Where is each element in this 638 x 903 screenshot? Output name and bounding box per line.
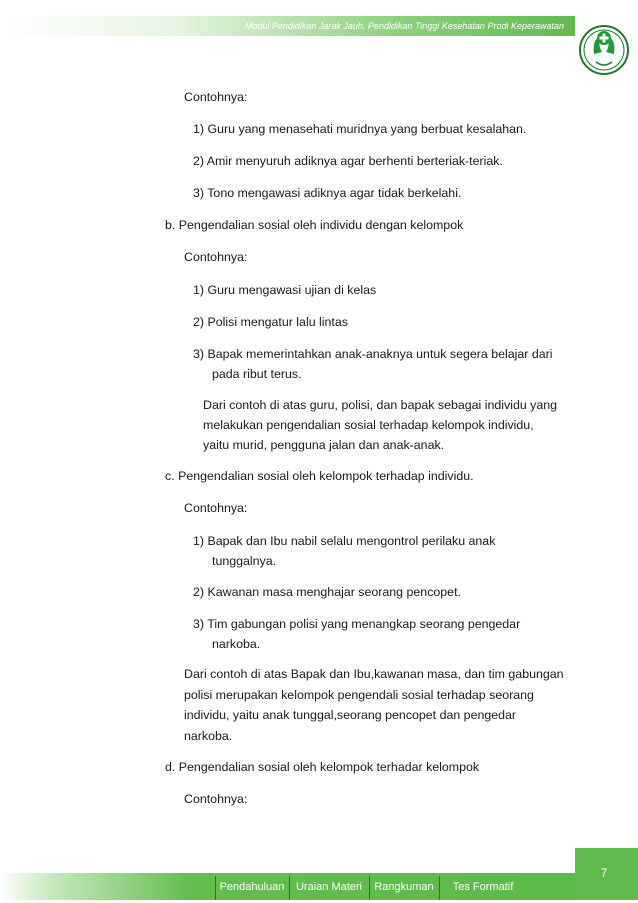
paragraph-line: individu, yaitu anak tunggal,seorang pencopet dan pengedar — [184, 708, 517, 722]
example-label: Contohnya: — [184, 90, 248, 104]
list-item: 3) Tim gabungan polisi yang menangkap seorang pengedar — [193, 617, 521, 631]
list-item: 2) Kawanan masa menghajar seorang pencopet. — [193, 585, 461, 599]
list-item-continuation: narkoba. — [212, 637, 261, 651]
list-item: 1) Guru mengawasi ujian di kelas — [193, 283, 377, 297]
nav-link-rangkuman[interactable]: Rangkuman — [374, 881, 434, 893]
list-item: 3) Tono mengawasi adiknya agar tidak berkelahi. — [193, 186, 462, 200]
section-heading: c. Pengendalian sosial oleh kelompok terhadap individu. — [165, 469, 474, 483]
list-item: 3) Bapak memerintahkan anak-anaknya untuk segera belajar dari — [193, 347, 553, 361]
list-item: 2) Polisi mengatur lalu lintas — [193, 315, 348, 329]
nav-link-pendahuluan[interactable]: Pendahuluan — [219, 881, 285, 893]
list-item: 2) Amir menyuruh adiknya agar berhenti berteriak-teriak. — [193, 154, 503, 168]
logo-emblem-icon — [576, 16, 632, 80]
nav-link-tes-formatif[interactable]: Tes Formatif — [452, 881, 514, 893]
list-item: 1) Guru yang menasehati muridnya yang berbuat kesalahan. — [193, 122, 527, 136]
example-label: Contohnya: — [184, 501, 248, 515]
list-item-continuation: pada ribut terus. — [212, 367, 302, 381]
section-heading: d. Pengendalian sosial oleh kelompok terhadar kelompok — [165, 760, 480, 774]
paragraph-line: narkoba. — [184, 729, 233, 743]
header-title: Modul Pendidikan Jarak Jauh, Pendidikan Tinggi Kesehatan Prodi Keperawatan — [244, 21, 564, 31]
example-label: Contohnya: — [184, 250, 248, 264]
list-item-continuation: tunggalnya. — [212, 554, 277, 568]
paragraph-line: polisi merupakan kelompok pengendali sosial terhadap seorang — [184, 688, 534, 702]
paragraph-line: Dari contoh di atas Bapak dan Ibu,kawanan masa, dan tim gabungan — [184, 667, 564, 681]
bakti-husada-logo — [576, 16, 632, 80]
section-heading: b. Pengendalian sosial oleh individu dengan kelompok — [165, 218, 464, 232]
paragraph-line: melakukan pengendalian sosial terhadap kelompok individu, — [203, 418, 534, 432]
paragraph-line: yaitu murid, pengguna jalan dan anak-anak. — [203, 438, 445, 452]
nav-link-uraian-materi[interactable]: Uraian Materi — [295, 881, 363, 893]
example-label: Contohnya: — [184, 792, 248, 806]
page-number: 7 — [600, 866, 608, 880]
paragraph-line: Dari contoh di atas guru, polisi, dan bapak sebagai individu yang — [203, 398, 558, 412]
list-item: 1) Bapak dan Ibu nabil selalu mengontrol perilaku anak — [193, 534, 496, 548]
